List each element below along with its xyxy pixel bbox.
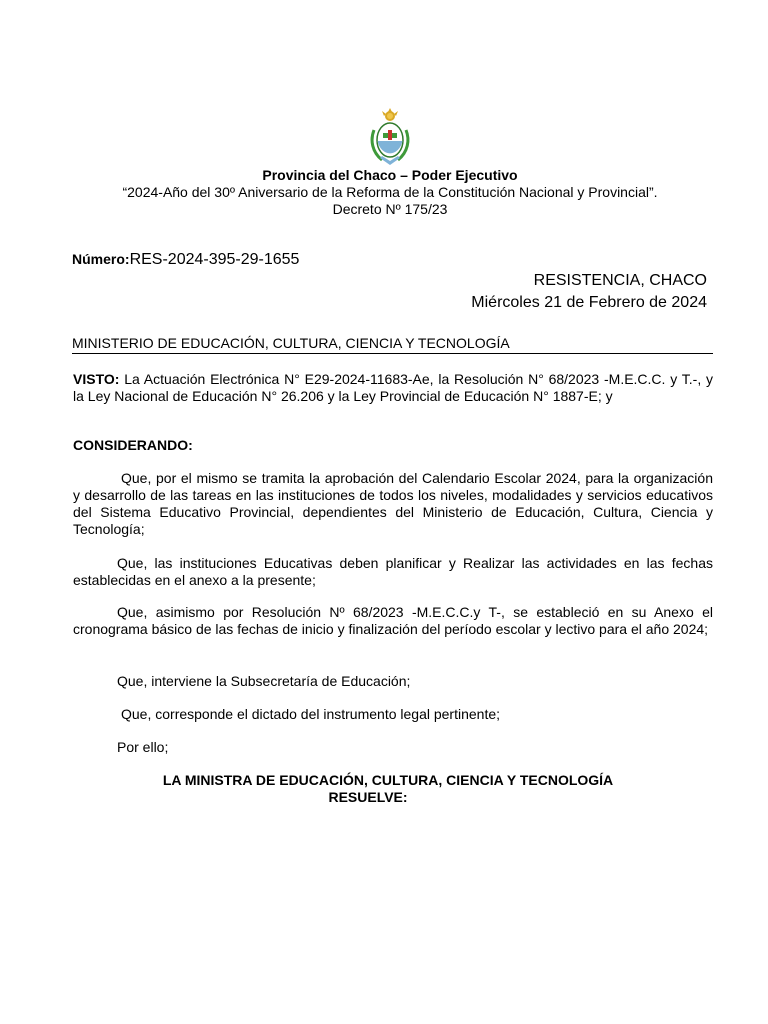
visto-text: La Actuación Electrónica N° E29-2024-11683-Ae, la Resolución N° 68/2023 -M.E.C.C. y T.-, y la Ley Nacional de Educación N° 26.206 y la Ley Provincial de Educación N° 1887-E; y — [73, 371, 713, 404]
ministra-heading: LA MINISTRA DE EDUCACIÓN, CULTURA, CIENCIA Y TECNOLOGÍA — [162, 772, 614, 788]
resolution-number-value: RES-2024-395-29-1655 — [129, 251, 300, 268]
considerando-heading: CONSIDERANDO: — [73, 437, 193, 453]
place: RESISTENCIA, CHACO — [533, 272, 707, 289]
decree-reference: Decreto Nº 175/23 — [332, 201, 448, 217]
year-motto: “2024-Año del 30º Aniversario de la Reforma de la Constitución Nacional y Provincial”. — [122, 184, 658, 200]
paragraph-6: Por ello; — [117, 739, 169, 755]
paragraph-1: Que, por el mismo se tramita la aprobación del Calendario Escolar 2024, para la organización y desarrollo de las tareas en las instituciones de todos los niveles, modalidades y servicios educativos del Sistema Educativo Provincial, dependientes del Ministerio de Educación, Cultura, Ciencia y Tecnología; — [73, 470, 713, 537]
chaco-coat-of-arms-icon — [368, 108, 412, 166]
visto-label: VISTO: — [73, 371, 120, 387]
government-title: Provincia del Chaco – Poder Ejecutivo — [262, 167, 518, 183]
resuelve-heading: RESUELVE: — [328, 789, 408, 805]
paragraph-4: Que, interviene la Subsecretaría de Educación; — [117, 673, 411, 689]
paragraph-2: Que, las instituciones Educativas deben planificar y Realizar las actividades en las fechas establecidas en el anexo a la presente; — [73, 555, 713, 588]
visto-paragraph — [73, 371, 713, 405]
resolution-number — [72, 251, 299, 269]
date: Miércoles 21 de Febrero de 2024 — [471, 294, 707, 311]
resolution-number-label: Número: — [72, 251, 130, 267]
paragraph-5: Que, corresponde el dictado del instrumento legal pertinente; — [121, 706, 501, 722]
paragraph-3: Que, asimismo por Resolución Nº 68/2023 -M.E.C.C.y T-, se estableció en su Anexo el cronograma básico de las fechas de inicio y finalización del período escolar y lectivo para el año 2024; — [73, 604, 713, 637]
ministry-heading: MINISTERIO DE EDUCACIÓN, CULTURA, CIENCIA Y TECNOLOGÍA — [72, 335, 713, 354]
